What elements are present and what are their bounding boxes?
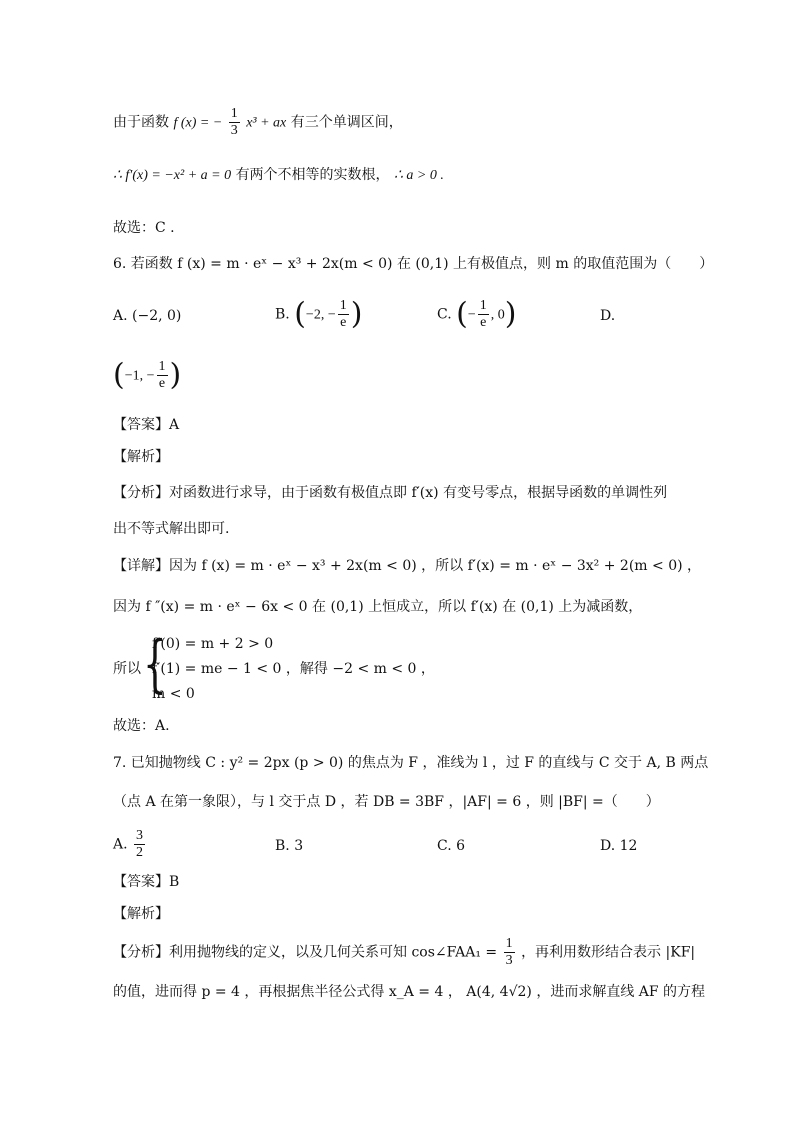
- q6-option-d-label: D.: [600, 308, 616, 324]
- q7-answer: 【答案】B: [113, 874, 180, 890]
- q7-stem-2: （点 A 在第一象限），与 l 交于点 D ，若 DB = 3BF ，|AF| = 6 ，则 |BF| =（ ）: [113, 794, 660, 810]
- brace-symbol: {: [143, 627, 167, 700]
- line-mid: 有两个不相等的实数根，: [235, 167, 390, 183]
- line-tail: 有三个单调区间，: [290, 114, 403, 131]
- q7-jiexi: 【解析】: [113, 906, 169, 922]
- q6-detail-2: 因为 f ″(x) = m · eˣ − 6x < 0 在 (0,1) 上恒成立，所以 f′(x) 在 (0,1) 上为减函数，: [113, 599, 643, 615]
- formula-rest: x³ + ax: [246, 115, 287, 131]
- q6-system-3: m < 0: [152, 686, 195, 702]
- text-line-monotonic: [113, 106, 403, 139]
- q6-choose: 故选：A.: [113, 718, 170, 734]
- q6-system-1: f′(0) = m + 2 > 0: [152, 636, 274, 652]
- q6-detail-1: 【详解】因为 f (x) = m · eˣ − x³ + 2x(m < 0) ，所以 f′(x) = m · eˣ − 3x² + 2(m < 0) ，: [113, 558, 702, 574]
- text-line-derivative: [113, 165, 444, 186]
- formula-conclusion: ∴ a > 0 .: [394, 168, 444, 183]
- q6-analysis-1: 【分析】对函数进行求导，由于函数有极值点即 f′(x) 有变号零点，根据导函数的单调性列: [113, 485, 668, 501]
- q7-option-b: B. 3: [275, 838, 304, 854]
- q6-jiexi: 【解析】: [113, 449, 169, 465]
- fraction-one-third: $\frac{1}{3}$: [230, 106, 238, 138]
- q7-stem-1: 7. 已知抛物线 C : y² = 2px (p > 0) 的焦点为 F ，准线为 l ，过 F 的直线与 C 交于 A, B 两点: [113, 755, 709, 771]
- q6-option-a: A. (−2, 0): [113, 308, 182, 324]
- q7-option-d: D. 12: [600, 838, 638, 854]
- line-lead: 由于函数: [113, 114, 169, 131]
- q6-option-d: (−1, − $\frac{1}{e}$ ): [113, 357, 182, 393]
- q6-system-lead: 所以: [113, 661, 141, 677]
- formula-derivative: ∴ f′(x) = −x² + a = 0: [113, 168, 232, 183]
- q6-system-2: f′(1) = me − 1 < 0 ，解得 −2 < m < 0 ，: [152, 661, 435, 677]
- choose-c: 故选：C .: [113, 220, 175, 236]
- q7-analysis-2: 的值，进而得 p = 4 ，再根据焦半径公式得 x_A = 4 ， A(4, 4√2) ，进而求解直线 AF 的方程: [113, 984, 706, 1000]
- q7-option-a: A. $\frac{3}{2}$: [113, 828, 144, 860]
- formula-fx: f (x) = −: [173, 115, 223, 131]
- q6-stem: 6. 若函数 f (x) = m · eˣ − x³ + 2x(m < 0) 在 (0,1) 上有极值点，则 m 的取值范围为（ ）: [113, 256, 714, 272]
- q6-answer: 【答案】A: [113, 417, 180, 433]
- q6-analysis-2: 出不等式解出即可.: [113, 521, 230, 537]
- q7-option-c: C. 6: [437, 838, 466, 854]
- q7-analysis-1: 【分析】利用抛物线的定义，以及几何关系可知 cos∠FAA₁ = $\frac{1}{3}$ ，再利用数形结合表示 |KF|: [113, 936, 696, 968]
- q6-option-b: B. (−2, − $\frac{1}{e}$ ): [275, 296, 363, 332]
- q6-option-c: C. (− $\frac{1}{e}$ , 0): [437, 296, 517, 332]
